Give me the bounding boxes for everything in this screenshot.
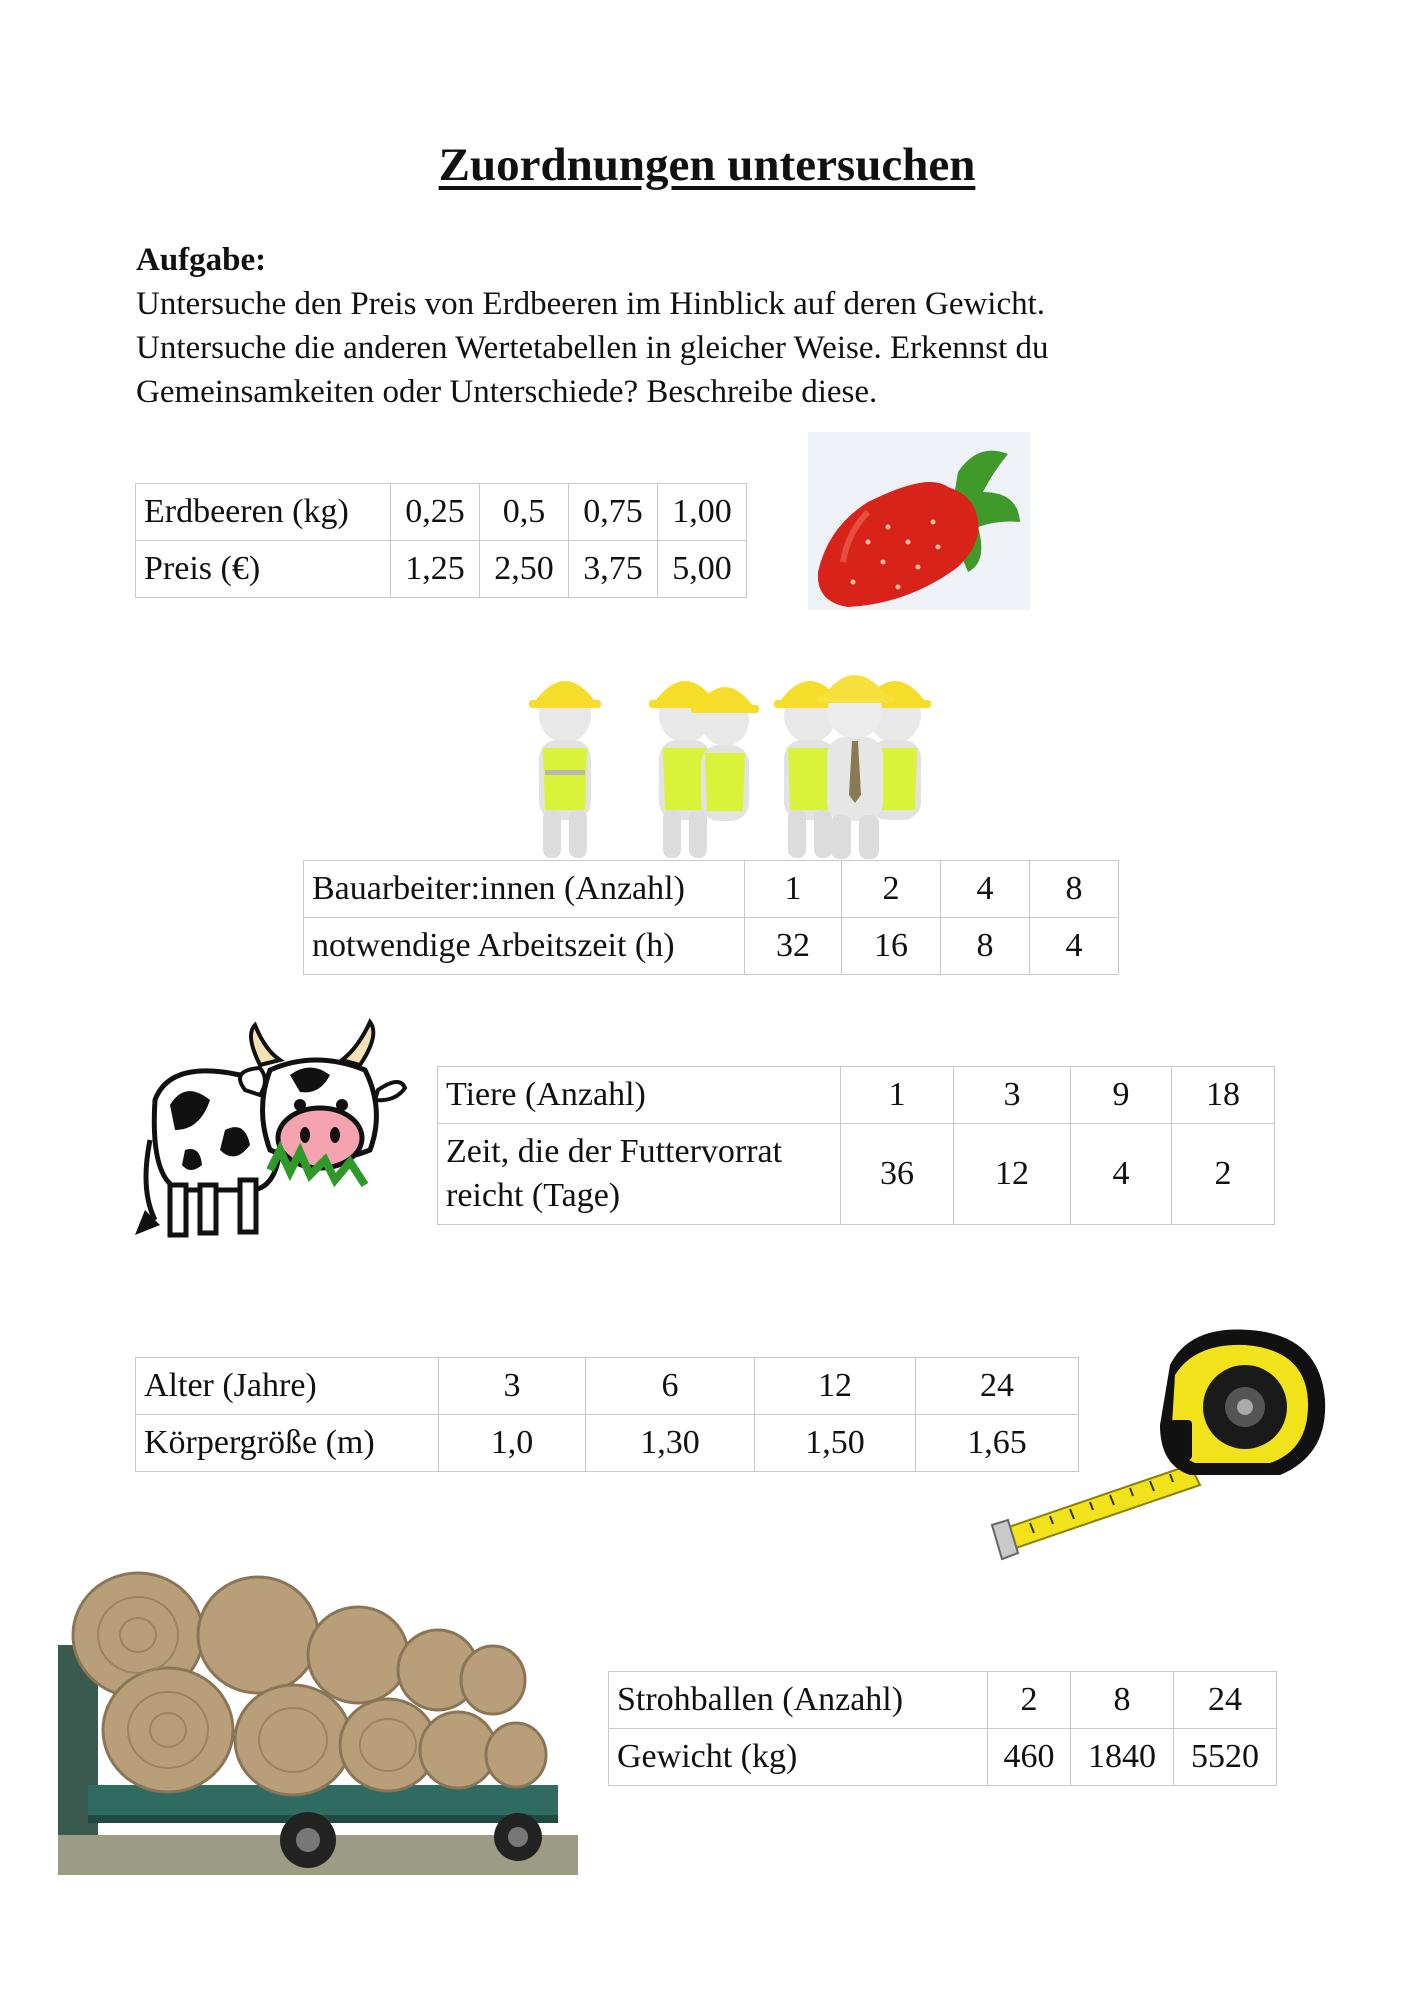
strawberry-image: [808, 432, 1030, 610]
table-cell: 4: [941, 861, 1030, 918]
table-cell: Alter (Jahre): [136, 1358, 439, 1415]
table-cell: 8: [941, 918, 1030, 975]
table-cell: 12: [954, 1124, 1071, 1225]
table-cell: 4: [1030, 918, 1119, 975]
task-line-3: Gemeinsamkeiten oder Unterschiede? Beschreibe diese.: [136, 374, 878, 410]
table-cell: 460: [988, 1729, 1071, 1786]
table-cell: 2: [842, 861, 941, 918]
table-cell: Tiere (Anzahl): [438, 1067, 841, 1124]
table-cell: 3: [439, 1358, 586, 1415]
construction-workers-image: [515, 660, 995, 860]
table-cell: 32: [745, 918, 842, 975]
table-cell: 1,0: [439, 1415, 586, 1472]
table-cell: 1: [841, 1067, 954, 1124]
table-cell: 0,25: [391, 484, 480, 541]
table-cell: Bauarbeiter:innen (Anzahl): [304, 861, 745, 918]
table-row: [136, 1358, 1079, 1415]
table-cell: 18: [1172, 1067, 1275, 1124]
table-cell: 0,5: [480, 484, 569, 541]
table-cell: 2,50: [480, 541, 569, 598]
table-cell: 6: [586, 1358, 755, 1415]
table-row: [304, 861, 1119, 918]
task-block: [136, 238, 1286, 414]
table-cell: 12: [755, 1358, 916, 1415]
table-cell: 1,25: [391, 541, 480, 598]
table-cell: 5,00: [658, 541, 747, 598]
table-cell: 1840: [1071, 1729, 1174, 1786]
table-cell: 2: [988, 1672, 1071, 1729]
table-row: [438, 1067, 1275, 1124]
table-cell: 8: [1030, 861, 1119, 918]
straw-table: [608, 1671, 1277, 1786]
table-cell: 3: [954, 1067, 1071, 1124]
hay-bales-trailer-image: [58, 1565, 578, 1875]
table-cell: 1,65: [916, 1415, 1079, 1472]
table-cell: 24: [1174, 1672, 1277, 1729]
strawberry-table: [135, 483, 747, 598]
table-cell: Erdbeeren (kg): [136, 484, 391, 541]
table-cell: Strohballen (Anzahl): [609, 1672, 988, 1729]
table-cell: Körpergröße (m): [136, 1415, 439, 1472]
table-row: [609, 1729, 1277, 1786]
tape-measure-image: [990, 1325, 1330, 1565]
table-cell: Zeit, die der Futtervorrat reicht (Tage): [438, 1124, 841, 1225]
task-line-1: Untersuche den Preis von Erdbeeren im Hinblick auf deren Gewicht.: [136, 286, 1046, 322]
age-table: [135, 1357, 1079, 1472]
page-title: Zuordnungen untersuchen: [438, 139, 976, 191]
table-cell: 24: [916, 1358, 1079, 1415]
table-cell: 4: [1071, 1124, 1172, 1225]
table-cell: 1,00: [658, 484, 747, 541]
table-cell: Gewicht (kg): [609, 1729, 988, 1786]
table-cell: Preis (€): [136, 541, 391, 598]
table-cell: notwendige Arbeitszeit (h): [304, 918, 745, 975]
task-line-2: Untersuche die anderen Wertetabellen in gleicher Weise. Erkennst du: [136, 330, 1049, 366]
table-row: [609, 1672, 1277, 1729]
table-cell: 9: [1071, 1067, 1172, 1124]
table-cell: 0,75: [569, 484, 658, 541]
table-cell: 36: [841, 1124, 954, 1225]
task-label: Aufgabe:: [136, 242, 267, 278]
cow-image: [130, 1020, 410, 1240]
table-cell: 1,30: [586, 1415, 755, 1472]
table-cell: 16: [842, 918, 941, 975]
animals-table: [437, 1066, 1275, 1225]
table-cell: 5520: [1174, 1729, 1277, 1786]
table-cell: 1: [745, 861, 842, 918]
workers-table: [303, 860, 1119, 975]
table-cell: 2: [1172, 1124, 1275, 1225]
table-row: [136, 484, 747, 541]
table-cell: 3,75: [569, 541, 658, 598]
table-row: [136, 541, 747, 598]
table-row: [438, 1124, 1275, 1225]
table-row: [136, 1415, 1079, 1472]
table-row: [304, 918, 1119, 975]
table-cell: 8: [1071, 1672, 1174, 1729]
table-cell: 1,50: [755, 1415, 916, 1472]
